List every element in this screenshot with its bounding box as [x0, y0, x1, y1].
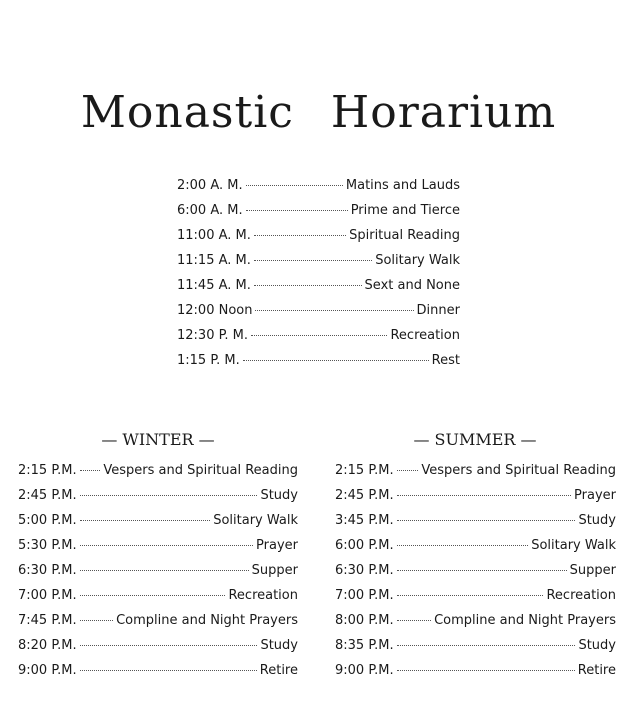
- schedule-row: [18, 513, 298, 528]
- leader-dots: [80, 595, 226, 596]
- schedule-row: [335, 463, 616, 478]
- schedule-time: 7:00 P.M.: [335, 588, 394, 603]
- schedule-row: [335, 563, 616, 578]
- schedule-activity: Recreation: [390, 328, 460, 343]
- schedule-activity: Solitary Walk: [375, 253, 460, 268]
- schedule-activity: Supper: [569, 563, 616, 578]
- schedule-time: 11:00 A. M.: [177, 228, 251, 243]
- leader-dots: [80, 520, 211, 521]
- schedule-row: [177, 353, 460, 368]
- schedule-activity: Study: [578, 513, 616, 528]
- schedule-row: [18, 663, 298, 678]
- schedule-time: 2:00 A. M.: [177, 178, 243, 193]
- schedule-row: [177, 178, 460, 193]
- schedule-time: 11:15 A. M.: [177, 253, 251, 268]
- leader-dots: [80, 570, 249, 571]
- schedule-row: [335, 538, 616, 553]
- schedule-row: [18, 613, 298, 628]
- schedule-time: 9:00 P.M.: [18, 663, 77, 678]
- schedule-activity: Retire: [577, 663, 616, 678]
- schedule-row: [177, 228, 460, 243]
- leader-dots: [397, 620, 431, 621]
- schedule-time: 8:20 P.M.: [18, 638, 77, 653]
- schedule-activity: Solitary Walk: [531, 538, 616, 553]
- summer-heading: — SUMMER —: [413, 430, 537, 449]
- schedule-time: 2:45 P.M.: [335, 488, 394, 503]
- leader-dots: [246, 185, 343, 186]
- page-title: Monastic Horarium: [80, 87, 557, 139]
- leader-dots: [251, 335, 387, 336]
- schedule-time: 11:45 A. M.: [177, 278, 251, 293]
- schedule-row: [335, 488, 616, 503]
- schedule-time: 5:30 P.M.: [18, 538, 77, 553]
- leader-dots: [80, 495, 258, 496]
- schedule-row: [177, 253, 460, 268]
- schedule-time: 6:00 P.M.: [335, 538, 394, 553]
- schedule-time: 6:00 A. M.: [177, 203, 243, 218]
- schedule-activity: Matins and Lauds: [345, 178, 460, 193]
- leader-dots: [80, 645, 258, 646]
- schedule-row: [335, 513, 616, 528]
- leader-dots: [254, 235, 346, 236]
- schedule-row: [177, 203, 460, 218]
- leader-dots: [80, 470, 101, 471]
- schedule-row: [335, 638, 616, 653]
- schedule-time: 5:00 P.M.: [18, 513, 77, 528]
- schedule-time: 12:00 Noon: [177, 303, 253, 318]
- schedule-time: 12:30 P. M.: [177, 328, 249, 343]
- schedule-row: [18, 538, 298, 553]
- schedule-activity: Study: [578, 638, 616, 653]
- schedule-activity: Compline and Night Prayers: [434, 613, 616, 628]
- schedule-activity: Study: [260, 488, 298, 503]
- schedule-activity: Prayer: [256, 538, 298, 553]
- schedule-activity: Recreation: [228, 588, 298, 603]
- leader-dots: [397, 670, 575, 671]
- leader-dots: [80, 545, 253, 546]
- schedule-activity: Retire: [259, 663, 298, 678]
- schedule-time: 2:45 P.M.: [18, 488, 77, 503]
- leader-dots: [243, 360, 429, 361]
- leader-dots: [254, 260, 372, 261]
- leader-dots: [397, 570, 567, 571]
- schedule-activity: Rest: [431, 353, 460, 368]
- schedule-row: [18, 638, 298, 653]
- schedule-row: [177, 328, 460, 343]
- schedule-row: [335, 663, 616, 678]
- winter-heading: — WINTER —: [101, 430, 215, 449]
- schedule-row: [18, 488, 298, 503]
- schedule-row: [18, 588, 298, 603]
- schedule-time: 2:15 P.M.: [18, 463, 77, 478]
- schedule-time: 9:00 P.M.: [335, 663, 394, 678]
- schedule-time: 6:30 P.M.: [18, 563, 77, 578]
- schedule-row: [18, 563, 298, 578]
- leader-dots: [397, 645, 576, 646]
- schedule-activity: Vespers and Spiritual Reading: [421, 463, 616, 478]
- schedule-activity: Vespers and Spiritual Reading: [103, 463, 298, 478]
- leader-dots: [80, 670, 257, 671]
- leader-dots: [397, 545, 529, 546]
- schedule-time: 2:15 P.M.: [335, 463, 394, 478]
- leader-dots: [246, 210, 348, 211]
- schedule-row: [335, 613, 616, 628]
- schedule-time: 7:45 P.M.: [18, 613, 77, 628]
- schedule-activity: Prayer: [574, 488, 616, 503]
- schedule-row: [335, 588, 616, 603]
- schedule-activity: Prime and Tierce: [350, 203, 460, 218]
- schedule-activity: Recreation: [546, 588, 616, 603]
- schedule-row: [177, 278, 460, 293]
- schedule-time: 8:35 P.M.: [335, 638, 394, 653]
- schedule-activity: Study: [260, 638, 298, 653]
- schedule-activity: Compline and Night Prayers: [116, 613, 298, 628]
- schedule-activity: Sext and None: [364, 278, 460, 293]
- leader-dots: [255, 310, 413, 311]
- leader-dots: [397, 520, 576, 521]
- schedule-row: [177, 303, 460, 318]
- leader-dots: [254, 285, 362, 286]
- schedule-time: 8:00 P.M.: [335, 613, 394, 628]
- schedule-time: 6:30 P.M.: [335, 563, 394, 578]
- schedule-time: 7:00 P.M.: [18, 588, 77, 603]
- leader-dots: [80, 620, 113, 621]
- schedule-activity: Supper: [251, 563, 298, 578]
- schedule-activity: Solitary Walk: [213, 513, 298, 528]
- leader-dots: [397, 470, 419, 471]
- schedule-time: 1:15 P. M.: [177, 353, 240, 368]
- leader-dots: [397, 495, 571, 496]
- schedule-activity: Spiritual Reading: [349, 228, 460, 243]
- leader-dots: [397, 595, 544, 596]
- schedule-row: [18, 463, 298, 478]
- schedule-activity: Dinner: [416, 303, 460, 318]
- schedule-time: 3:45 P.M.: [335, 513, 394, 528]
